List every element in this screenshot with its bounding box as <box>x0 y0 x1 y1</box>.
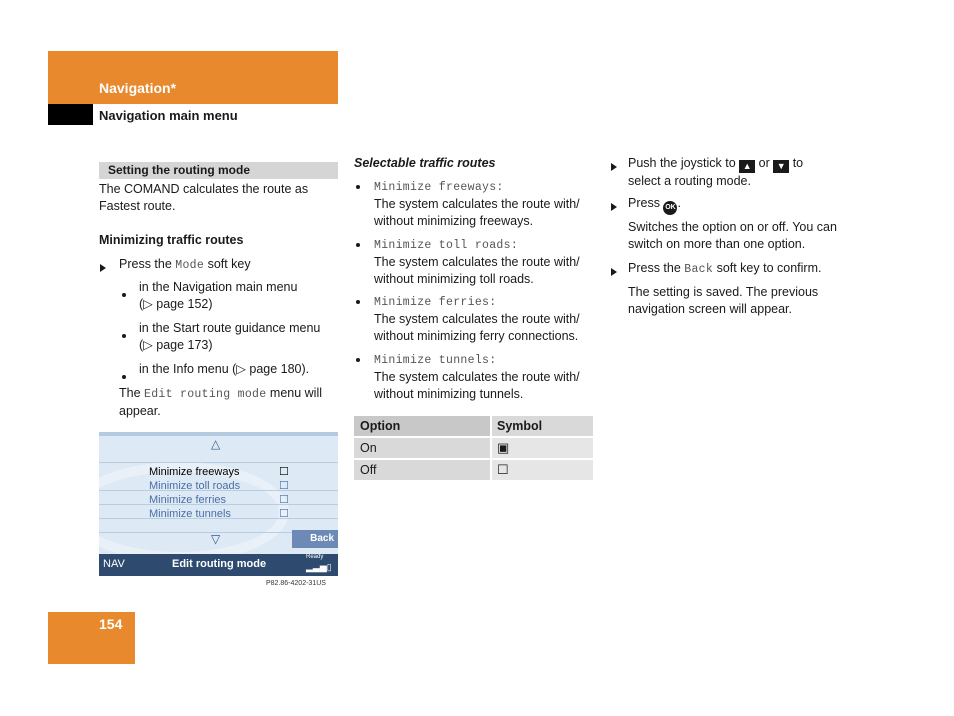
back-softkey[interactable]: Back <box>292 530 338 548</box>
bullet-item: in the Info menu (▷ page 180). <box>139 362 310 376</box>
table-cell-option: Off <box>354 460 490 480</box>
subsection-title: Navigation main menu <box>99 108 238 123</box>
signal-icon: ▂▃▅▯ <box>306 562 332 572</box>
bullet-dot-icon <box>122 327 126 341</box>
bullet-dot-icon <box>356 185 360 189</box>
routing-mode-box-title: Setting the routing mode <box>108 163 250 177</box>
intro-line-2: Fastest route. <box>99 199 176 213</box>
nav-label: NAV <box>103 558 125 570</box>
header-black-tab <box>48 104 93 125</box>
screen-top-edge <box>99 432 338 436</box>
table-cell-symbol: ☐ <box>492 460 593 480</box>
result-text: The Edit routing mode menu will appear. <box>119 386 323 418</box>
bullet-dot-icon <box>122 368 126 382</box>
scroll-down-icon[interactable]: ▽ <box>211 532 221 546</box>
table-header-row <box>354 416 593 436</box>
back-softkey-label: Back <box>684 263 714 276</box>
step-press-ok: Press OK . <box>628 195 681 215</box>
bullet-dot-icon <box>356 243 360 247</box>
step-press-mode: Press the Mode soft key <box>119 257 251 272</box>
ready-label: Ready <box>306 554 324 560</box>
mode-softkey: Mode <box>175 259 205 272</box>
table-cell-symbol: ▣ <box>492 438 593 458</box>
status-bar <box>99 554 338 576</box>
traffic-routes-heading: Selectable traffic routes <box>354 156 496 170</box>
menu-item-tunnels[interactable]: Minimize tunnels ☐ <box>149 508 289 520</box>
step-press-back: Press the Back soft key to confirm. <box>628 261 822 276</box>
checkbox-icon[interactable]: ☐ <box>279 508 289 520</box>
menu-item-ferries[interactable]: Minimize ferries ☐ <box>149 494 289 506</box>
scroll-up-icon[interactable]: △ <box>211 437 221 451</box>
bullet-item: in the Navigation main menu (▷ page 152) <box>139 280 298 311</box>
option-symbol-table <box>354 416 593 480</box>
checkbox-icon[interactable]: ☐ <box>279 494 289 506</box>
joystick-down-icon: ▼ <box>773 160 789 173</box>
route-option: Minimize tunnels: The system calculates the route with/ without minimizing tunnels. <box>354 351 599 403</box>
intro-line-1: The COMAND calculates the route as <box>99 182 309 196</box>
bullet-dot-icon <box>122 286 126 300</box>
minimizing-subhead: Minimizing traffic routes <box>99 233 244 247</box>
edit-routing-mode-label: Edit routing mode <box>144 388 267 401</box>
ok-button-icon: OK <box>663 201 677 215</box>
device-screen <box>99 432 338 576</box>
route-option: Minimize ferries: The system calculates the route with/ without minimizing ferry connections. <box>354 293 599 345</box>
bullet-dot-icon <box>356 358 360 362</box>
section-title: Navigation* <box>99 80 177 96</box>
step-arrow-icon <box>611 160 617 174</box>
step-push-joystick: Push the joystick to ▲ or ▼ to select a routing mode. <box>628 156 804 188</box>
step-arrow-icon <box>611 265 617 279</box>
menu-item-toll-roads[interactable]: Minimize toll roads ☐ <box>149 480 289 492</box>
step-arrow-icon <box>100 261 106 275</box>
route-option: Minimize toll roads: The system calculates the route with/ without minimizing toll roads. <box>354 236 599 288</box>
figure-caption: P82.86-4202-31US <box>266 580 326 587</box>
table-header: Symbol <box>492 416 593 436</box>
table-row <box>354 460 593 480</box>
menu-item-freeways[interactable]: Minimize freeways ☐ <box>149 466 289 478</box>
checkbox-icon[interactable]: ☐ <box>279 466 289 478</box>
bullet-dot-icon <box>356 300 360 304</box>
checkbox-icon[interactable]: ☐ <box>279 480 289 492</box>
back-description: The setting is saved. The previous navigation screen will appear. <box>628 285 819 316</box>
route-option: Minimize freeways: The system calculates the route with/ without minimizing freeways. <box>354 178 599 230</box>
intro-text <box>99 181 308 215</box>
header-bar <box>48 51 338 104</box>
page-number: 154 <box>99 616 123 632</box>
table-cell-option: On <box>354 438 490 458</box>
step-arrow-icon <box>611 200 617 214</box>
ok-description: Switches the option on or off. You can switch on more than one option. <box>628 220 837 251</box>
table-row <box>354 438 593 458</box>
status-title: Edit routing mode <box>172 558 267 570</box>
bullet-item: in the Start route guidance menu (▷ page 173) <box>139 321 321 352</box>
joystick-up-icon: ▲ <box>739 160 755 173</box>
table-header: Option <box>354 416 490 436</box>
